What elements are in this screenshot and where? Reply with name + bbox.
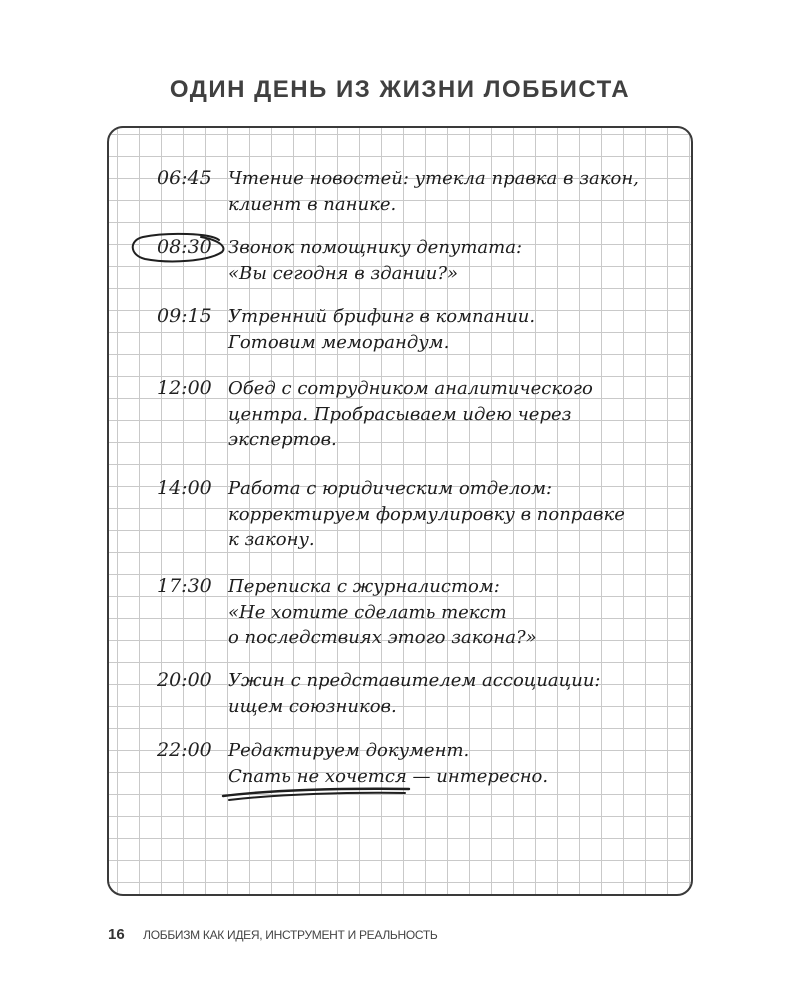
entry-time: 22:00	[157, 739, 212, 761]
entry-line: Звонок помощнику депутата:	[228, 237, 523, 258]
grid-notebook	[107, 126, 693, 896]
entry-line: Редактируем документ.	[228, 740, 470, 761]
entry-line: о последствиях этого закона?»	[228, 627, 537, 648]
entry-line: экспертов.	[228, 429, 337, 450]
hand-drawn-underline-icon	[221, 784, 421, 802]
entry-line: Работа с юридическим отделом:	[228, 478, 553, 499]
entry-time: 06:45	[157, 167, 212, 189]
page-footer	[108, 926, 437, 944]
entry-line: Переписка с журналистом:	[228, 576, 500, 597]
entry-line: Ужин с представителем ассоциации:	[228, 670, 601, 691]
entry-line: Обед с сотрудником аналитического	[228, 378, 593, 399]
entry-line: «Вы сегодня в здании?»	[228, 262, 459, 284]
entry-line: к закону.	[228, 529, 315, 550]
running-title: ЛОББИЗМ КАК ИДЕЯ, ИНСТРУМЕНТ И РЕАЛЬНОСТЬ	[143, 928, 438, 942]
entry-line: корректируем формулировку в поправке	[228, 503, 625, 525]
entry-time: 14:00	[157, 477, 212, 499]
entry-line: Спать не хочется — интересно.	[228, 765, 549, 787]
entry-line: клиент в панике.	[228, 193, 397, 215]
entry-line: ищем союзников.	[228, 695, 397, 717]
entry-line: Готовим меморандум.	[228, 331, 450, 353]
entry-time: 12:00	[157, 377, 212, 399]
entry-time: 09:15	[157, 305, 212, 327]
entry-line: центра. Пробрасываем идею через	[228, 403, 572, 425]
page-number: 16	[108, 926, 125, 943]
entry-line: «Не хотите сделать текст	[228, 601, 507, 623]
page-title: ОДИН ДЕНЬ ИЗ ЖИЗНИ ЛОББИСТА	[169, 76, 631, 103]
entry-line: Чтение новостей: утекла правка в закон,	[228, 168, 639, 189]
entry-time: 20:00	[157, 669, 212, 691]
entry-time: 08:30	[157, 236, 212, 258]
entry-time: 17:30	[157, 575, 212, 597]
entry-line: Утренний брифинг в компании.	[228, 306, 536, 327]
